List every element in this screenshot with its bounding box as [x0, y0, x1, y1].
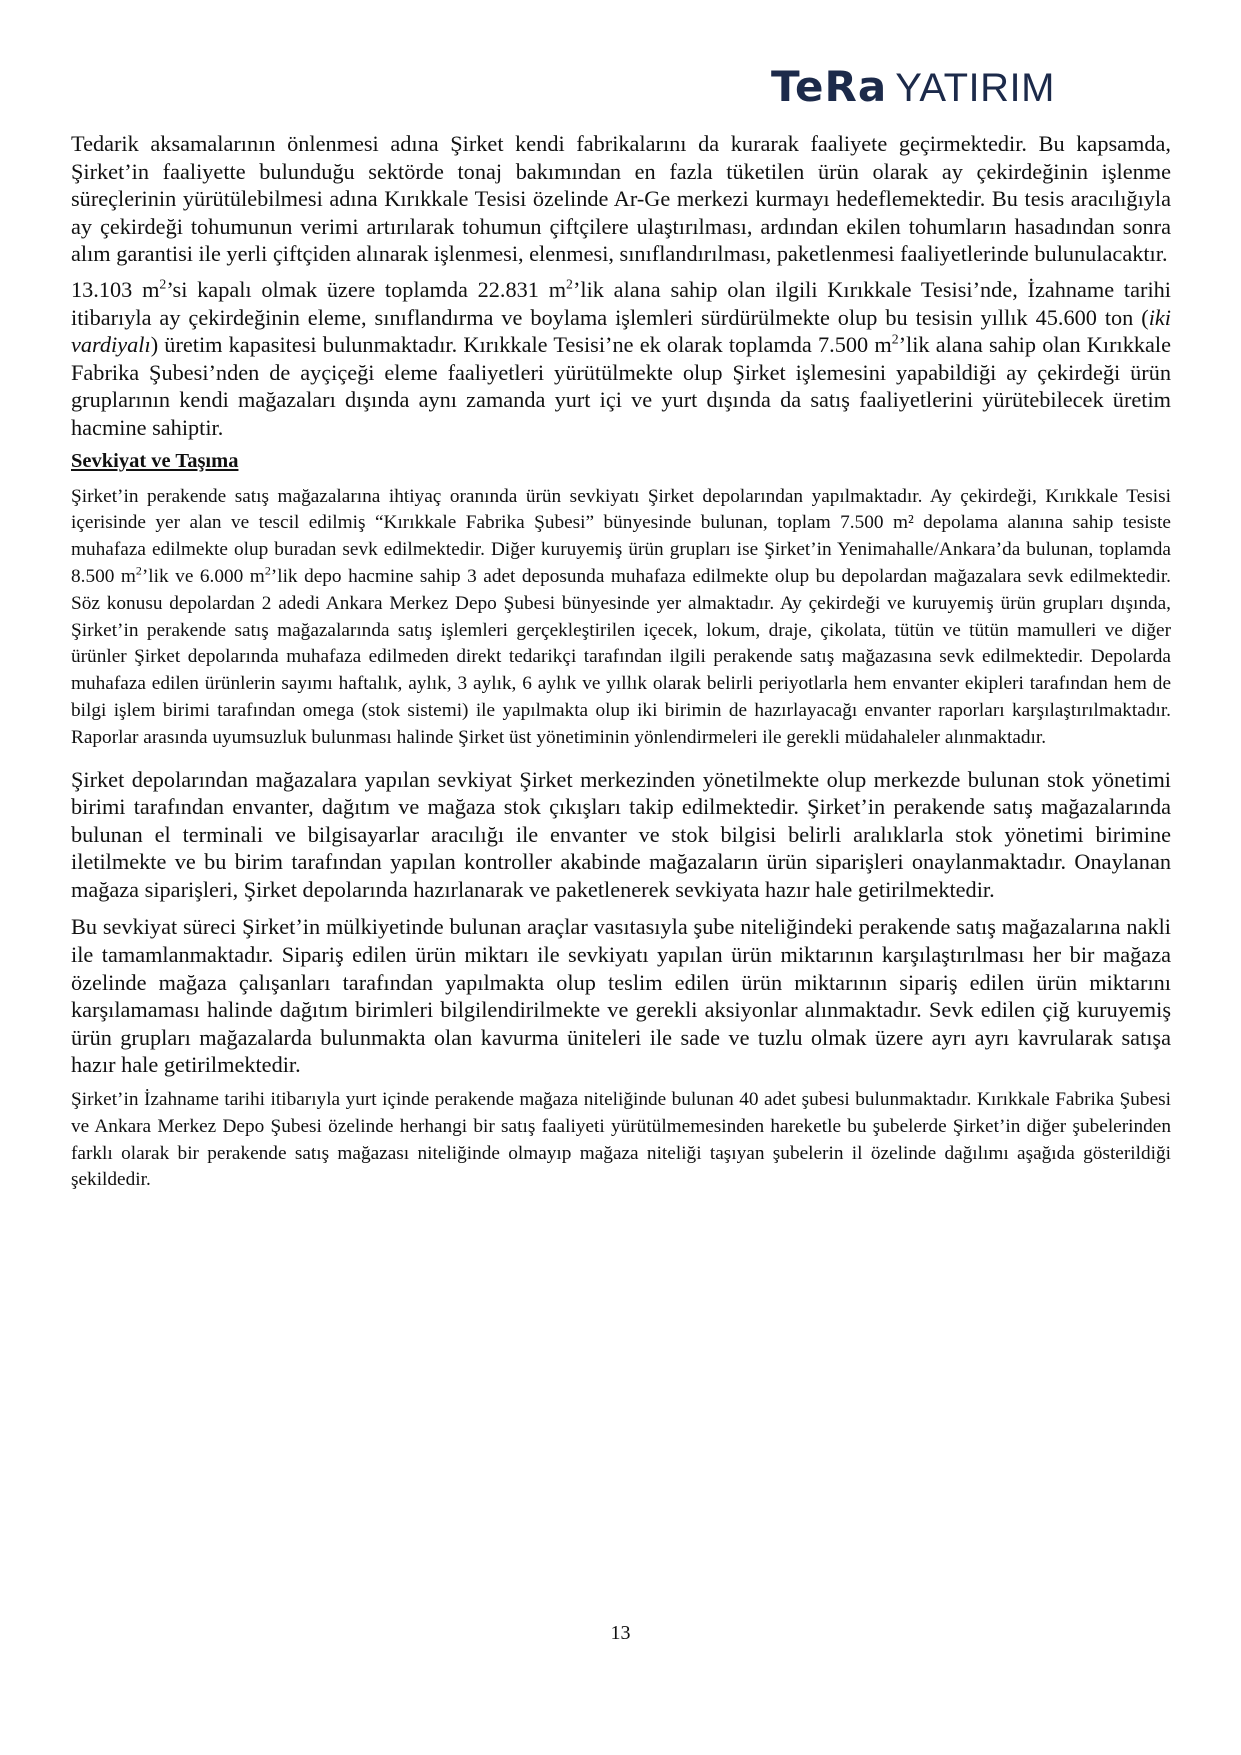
text-segment: Şirket’in perakende satış mağazalarına ihtiyaç oranında ürün sevkiyatı Şirket depolarından yapılmaktadır. Ay çekirdeği, Kırıkkale Tesisi içerisinde yer alan ve tescil edilmiş “Kırıkkale Fabrika Şubesi” bünyesinde bulunan, toplam 7.500 m² depolama alanına sahip tesiste muhafaza edilmekte olup buradan sevk edilmektedir. Diğer kuruyemiş ürün grupları ise Şirket’in Yenimahalle/Ankara’da bulunan, toplamda 8.500 m — [71, 485, 1171, 587]
paragraph-warehouses — [71, 484, 1171, 752]
logo-tera-wordmark: TeRa — [770, 62, 888, 111]
text-segment: 13.103 m — [71, 276, 160, 302]
paragraph-shipping-process: Bu sevkiyat süreci Şirket’in mülkiyetinde bulunan araçlar vasıtasıyla şube niteliğindeki perakende satış mağazalarına nakli ile tamamlanmaktadır. Sipariş edilen ürün miktarı ile sevkiyatı yapılan ürün miktarının karşılaştırılması her bir mağaza özelinde mağaza çalışanları tarafından yapılmakta olup teslim edilen ürün miktarının sipariş edilen ürün miktarını karşılamaması halinde dağıtım birimleri bilgilendirilmekte ve gerekli aksiyonlar alınmaktadır. Sevk edilen çiğ kuruyemiş ürün grupları mağazalarda bulunmakta olan kavurma üniteleri ile sade ve tuzlu olmak üzere ayrı ayrı kavrularak satışa hazır hale getirilmektedir. — [71, 914, 1171, 1078]
section-heading: Sevkiyat ve Taşıma — [71, 449, 239, 472]
superscript: 2 — [891, 331, 899, 347]
text-segment: ’lik depo hacmine sahip 3 adet deposunda muhafaza edilmekte olup bu depolardan mağazalara sevk edilmektedir. Söz konusu depolardan 2 adedi Ankara Merkez Depo Şubesi bünyesinde yer almaktadır. Ay çekirdeği ve kuruyemiş ürün grupları dışında, Şirket’in perakende satış mağazalarında satış işlemleri gerçekleştirilen içecek, lokum, draje, çikolata, tütün ve tütün mamulleri ve diğer ürünler Şirket depolarında muhafaza edilmeden direkt tedarikçi tarafından ilgili perakende satış mağazasına sevk edilmektedir. Depolarda muhafaza edilen ürünlerin sayımı haftalık, aylık, 3 aylık, 6 aylık ve yıllık olarak belirli periyotlarla hem envanter ekipleri tarafından hem de bilgi işlem birimi tarafından omega (stok sistemi) ile yapılmakta olup iki birimin de hazırlayacağı envanter raporları karşılaştırılmaktadır. Raporlar arasında uyumsuzluk bulunması halinde Şirket üst yönetiminin yönlendirmeleri ile gerekli müdahaleler alınmaktadır. — [71, 565, 1171, 748]
text-segment: ’lik ve 6.000 m — [141, 565, 265, 587]
superscript: 2 — [159, 276, 167, 292]
logo-yatirim-wordmark: YATIRIM — [895, 66, 1055, 110]
superscript: 2 — [566, 276, 573, 292]
document-body — [71, 130, 1171, 1194]
paragraph-branches: Şirket’in İzahname tarihi itibarıyla yurt içinde perakende mağaza niteliğinde bulunan 40 adet şubesi bulunmaktadır. Kırıkkale Fabrika Şubesi ve Ankara Merkez Depo Şubesi özelinde herhangi bir satış faaliyeti yürütülmemesinden hareketle bu şubelerde Şirket’in diğer şubelerinden farklı olarak bir perakende satış mağazası niteliğinde olmayıp mağaza niteliği taşıyan şubelerin il özelinde dağılımı aşağıda gösterildiği şekildedir. — [71, 1089, 1171, 1191]
italic-text: iki vardiyalı — [71, 304, 1171, 358]
text-segment: ’lik alana sahip olan ilgili Kırıkkale Tesisi’nde, İzahname tarihi itibarıyla ay çekirdeğinin eleme, sınıflandırma ve boylama işlemleri sürdürülmekte olup bu tesisin yıllık 45.600 ton ( — [71, 276, 1171, 330]
paragraph-factories: Tedarik aksamalarının önlenmesi adına Şirket kendi fabrikalarını da kurarak faaliyete geçirmektedir. Bu kapsamda, Şirket’in faaliyette bulunduğu sektörde tonaj bakımından en fazla tüketilen ürün olarak ay çekirdeğinin işlenme süreçlerinin yürütülebilmesi adına Kırıkkale Tesisi özelinde Ar-Ge merkezi kurmayı hedeflemektedir. Bu tesis aracılığıyla ay çekirdeği tohumunun verimi artırılarak tohumun çiftçilere ulaştırılması, ardından ekilen tohumların hasadından sonra alım garantisi ile yerli çiftçiden alınarak işlenmesi, elenmesi, sınıflandırılması, paketlenmesi faaliyetlerinde bulunulacaktır. — [71, 131, 1171, 267]
text-segment: ’si kapalı olmak üzere toplamda 22.831 m — [166, 276, 567, 302]
paragraph-kirikkale-facility — [71, 276, 1171, 442]
superscript: 2 — [135, 563, 142, 578]
page-number: 13 — [610, 1622, 631, 1644]
brand-logo — [770, 62, 1055, 111]
superscript: 2 — [264, 563, 271, 578]
paragraph-shipping-management: Şirket depolarından mağazalara yapılan sevkiyat Şirket merkezinden yönetilmekte olup merkezde bulunan stok yönetimi birimi tarafından envanter, dağıtım ve mağaza stok çıkışları takip edilmektedir. Şirket’in perakende satış mağazalarında bulunan el terminali ve bilgisayarlar aracılığı ile envanter ve stok bilgisi belirli aralıklarla stok yönetimi birimine iletilmekte ve bu birim tarafından yapılan kontroller akabinde mağazaların ürün siparişleri onaylanmaktadır. Onaylanan mağaza siparişleri, Şirket depolarında hazırlanarak ve paketlenerek sevkiyata hazır hale getirilmektedir. — [71, 766, 1171, 902]
text-segment: ) üretim kapasitesi bulunmaktadır. Kırıkkale Tesisi’ne ek olarak toplamda 7.500 m — [150, 332, 892, 358]
text-segment: ’lik alana sahip olan Kırıkkale Fabrika Şubesi’nden de ayçiçeği eleme faaliyetleri yürütülmekte olup Şirket işlemesini yapabildiği ay çekirdeği ürün gruplarının kendi mağazaları dışında aynı zamanda yurt içi ve yurt dışında da satış faaliyetlerini yürütebilecek üretim hacmine sahiptir. — [71, 332, 1171, 440]
